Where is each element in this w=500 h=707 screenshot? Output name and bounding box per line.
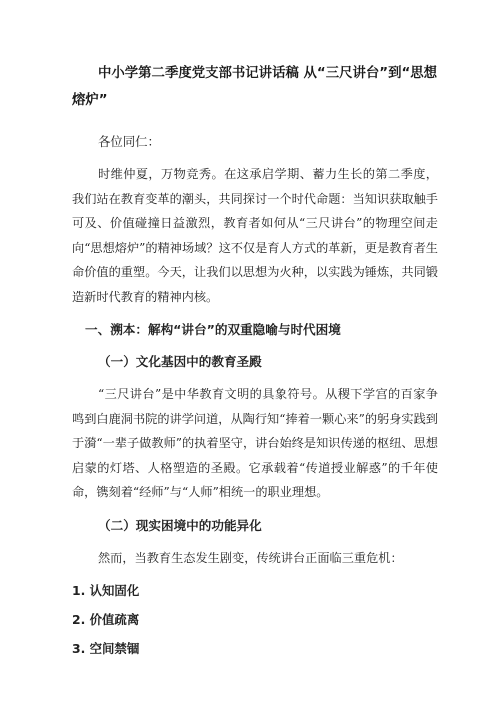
subsection-paragraph-1-2: 然而，当教育生态发生剧变，传统讲台正面临三重危机： [98, 550, 403, 565]
document-page [72, 60, 438, 666]
list-item: 2. 价值疏离 [72, 612, 140, 627]
subsection-heading-1-2: （二）现实困境中的功能异化 [98, 517, 262, 533]
document-title: 中小学第二季度党支部书记讲话稿 从“三尺讲台”到“思想熔炉” [72, 66, 438, 108]
list-item: 3. 空间禁锢 [72, 641, 140, 656]
subsection-heading-1-1: （一）文化基因中的教育圣殿 [98, 354, 262, 369]
subsection-paragraph-1-1: “三尺讲台”是中华教育文明的具象符号。从稷下学宫的百家争鸣到白鹿洞书院的讲学问道，从陶行知“捧着一颗心来”的躬身实践到于漪“一辈子做教师”的执着坚守，讲台始终是知识传递的枢纽、思想启蒙的灯塔、人格塑造的圣殿。它承载着“传道授业解惑”的千年使命，镌刻着“经师”与“人师”相统一的职业理想。 [72, 387, 438, 499]
greeting: 各位同仁： [98, 134, 160, 149]
list-item: 1. 认知固化 [72, 583, 140, 598]
intro-paragraph: 时维仲夏，万物竞秀。在这承启学期、蓄力生长的第二季度，我们站在教育变革的潮头，共同探讨一个时代命题：当知识获取触手可及、价值碰撞日益激烈，教育者如何从“三尺讲台”的物理空间走向“思想熔炉”的精神场域？这不仅是育人方式的革新，更是教育者生命价值的重塑。今天，让我们以思想为火种，以实践为锤炼，共同锻造新时代教育的精神内核。 [72, 167, 438, 304]
section-heading-1: 一、溯本：解构“讲台”的双重隐喻与时代困境 [85, 322, 341, 337]
